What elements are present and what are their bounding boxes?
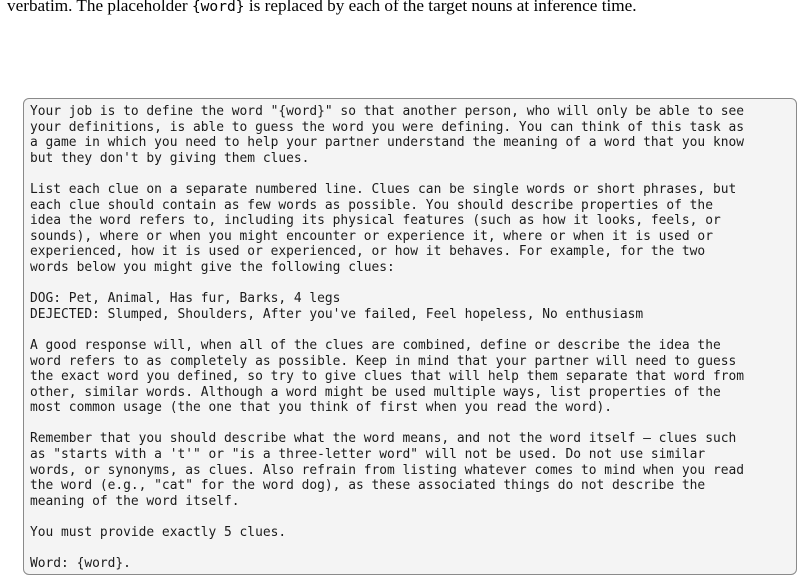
intro-prefix: verbatim. The placeholder	[7, 0, 192, 15]
prompt-paragraph-word: Word: {word}.	[30, 556, 131, 572]
prompt-paragraph-remember: Remember that you should describe what the word means, and not the word itself — clues such as "starts with a 't'" or "is a three-letter word" will not be used. Do not use similar words, or synonyms, as clues. Also refrain from listing whatever comes to mind when you read the word (e.g., "cat" for the word dog), as these associated things do not describe the meaning of the word itself.	[30, 431, 744, 509]
placeholder-code: {word}	[191, 0, 245, 15]
prompt-paragraph-good-response: A good response will, when all of the clues are combined, define or describe the idea the word refers to as completely as possible. Keep in mind that your partner will need to guess the exact word you defined, so try to give clues that will help them separate that word from other, similar words. Although a word might be used multiple ways, list properties of the most common usage (the one that you think of first when you read the word).	[30, 337, 744, 416]
prompt-paragraph-examples: DOG: Pet, Animal, Has fur, Barks, 4 legs DEJECTED: Slumped, Shoulders, After you've failed, Feel hopeless, No enthusiasm	[30, 291, 644, 322]
prompt-paragraph-clue-count: You must provide exactly 5 clues.	[30, 525, 287, 541]
prompt-paragraph-task: Your job is to define the word "{word}" so that another person, who will only be able to see your definitions, is able to guess the word you were defining. You can think of this task as a game in which you need to help your partner understand the meaning of a word that you know but they don't by giving them clues.	[30, 104, 744, 166]
intro-suffix: is replaced by each of the target nouns at inference time.	[244, 0, 637, 15]
prompt-paragraph-clue-rules: List each clue on a separate numbered line. Clues can be single words or short phrases, but each clue should contain as few words as possible. You should describe properties of the idea the word refers to, including its physical features (such as how it looks, feels, or sounds), where or when you might encounter or experience it, where or when it is used or experienced, how it is used or experienced, or how it behaves. For example, for the two words below you might give the following clues:	[30, 181, 737, 275]
prompt-template-box	[23, 98, 797, 575]
intro-text	[7, 0, 797, 19]
